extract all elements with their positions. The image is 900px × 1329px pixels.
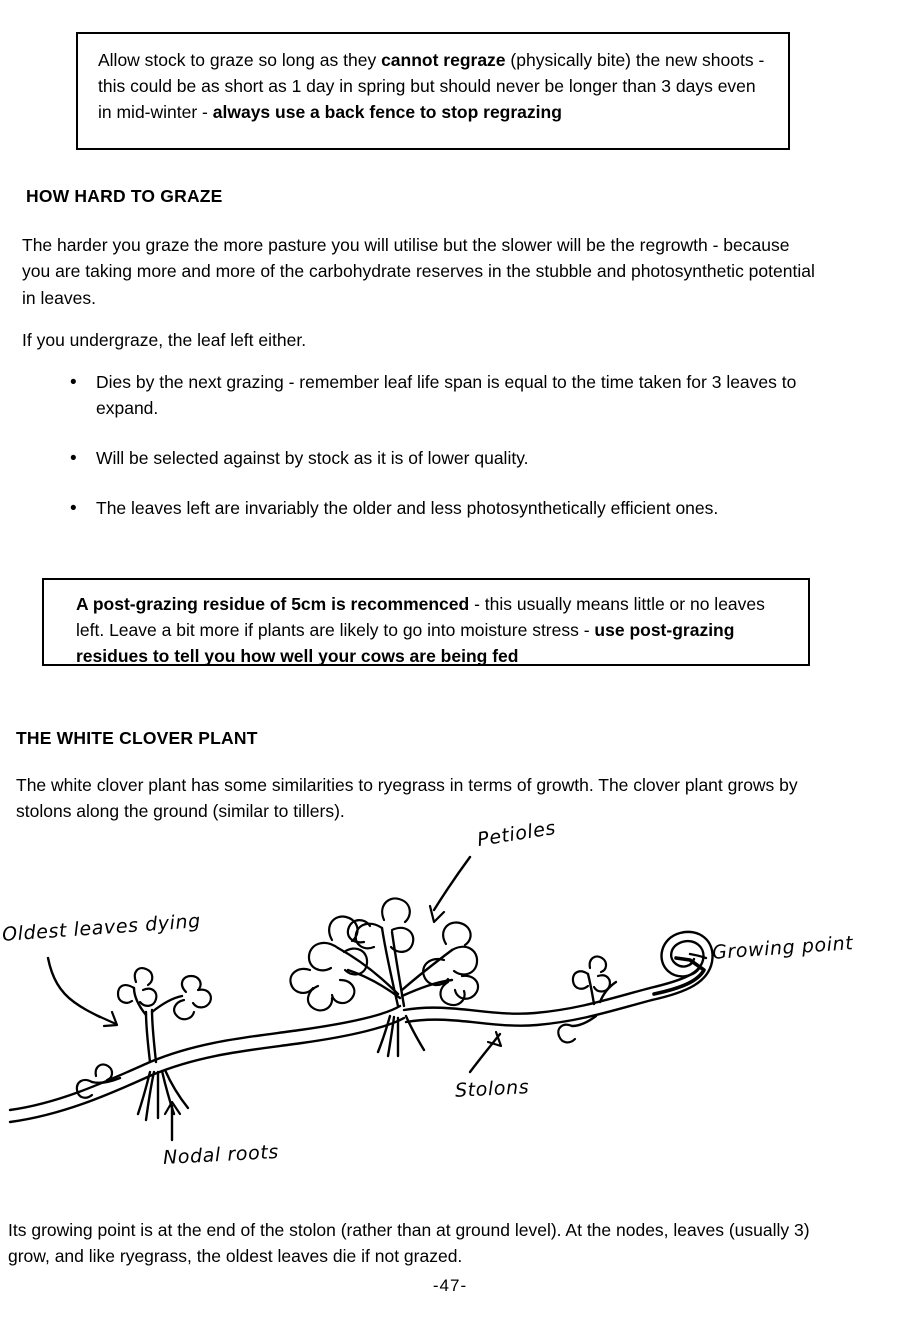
callout-text bbox=[98, 48, 770, 126]
figure-label-growing-point: Growing point bbox=[711, 932, 854, 964]
callout-segment: - this usually means little or no leaves left. Leave a bit more if plants are likely to go into moisture stress - bbox=[76, 594, 765, 640]
figure-white-clover-plant bbox=[0, 810, 900, 1210]
list-item: • Dies by the next grazing - remember leaf life span is equal to the time taken for 3 leaves to expand. bbox=[62, 370, 852, 422]
callout-box-grazing-rule bbox=[76, 32, 790, 150]
figure-label-nodal-roots: Nodal roots bbox=[162, 1140, 280, 1170]
paragraph-undergraze-intro: If you undergraze, the leaf left either. bbox=[22, 330, 307, 350]
section-heading-white-clover-plant: THE WHITE CLOVER PLANT bbox=[16, 728, 258, 748]
callout-segment-bold: cannot regraze bbox=[381, 50, 506, 70]
clover-plant-drawing bbox=[0, 810, 900, 1210]
figure-label-stolons: Stolons bbox=[454, 1076, 530, 1102]
page-number: -47- bbox=[432, 1276, 468, 1295]
figure-label-petioles: Petioles bbox=[475, 816, 558, 852]
callout-segment-bold: use post-grazing residues to tell you how well your cows are being fed bbox=[76, 619, 735, 666]
callout-box-post-grazing-residue bbox=[42, 578, 810, 666]
bullet-list-undergrazing bbox=[62, 370, 852, 546]
list-item: • The leaves left are invariably the older and less photosynthetically efficient ones. bbox=[62, 496, 852, 522]
paragraph-clover-outro: Its growing point is at the end of the stolon (rather than at ground level). At the nodes, leaves (usually 3) grow, and like ryegrass, the oldest leaves die if not grazed. bbox=[8, 1220, 810, 1267]
figure-label-oldest-leaves-dying: Oldest leaves dying bbox=[1, 910, 202, 946]
section-heading-how-hard-to-graze: HOW HARD TO GRAZE bbox=[26, 186, 223, 206]
paragraph-clover-intro: The white clover plant has some similarities to ryegrass in terms of growth. The clover plant grows by stolons along the ground (similar to tillers). bbox=[16, 775, 798, 822]
callout-segment: Allow stock to graze so long as they bbox=[98, 50, 382, 70]
callout-text bbox=[76, 592, 792, 670]
paragraph-harder-you-graze: The harder you graze the more pasture you will utilise but the slower will be the regrowth - because you are taking more and more of the carbohydrate reserves in the stubble and photosynthetic potential in leaves. bbox=[22, 235, 815, 308]
list-item: • Will be selected against by stock as it is of lower quality. bbox=[62, 446, 852, 472]
callout-segment: (physically bite) the new shoots - this could be as short as 1 day in spring but should never be longer than 3 days even in mid-winter - bbox=[98, 50, 765, 122]
callout-segment-bold: A post-grazing residue of 5cm is recommenced bbox=[76, 594, 470, 614]
callout-segment-bold: always use a back fence to stop regrazing bbox=[212, 101, 562, 122]
